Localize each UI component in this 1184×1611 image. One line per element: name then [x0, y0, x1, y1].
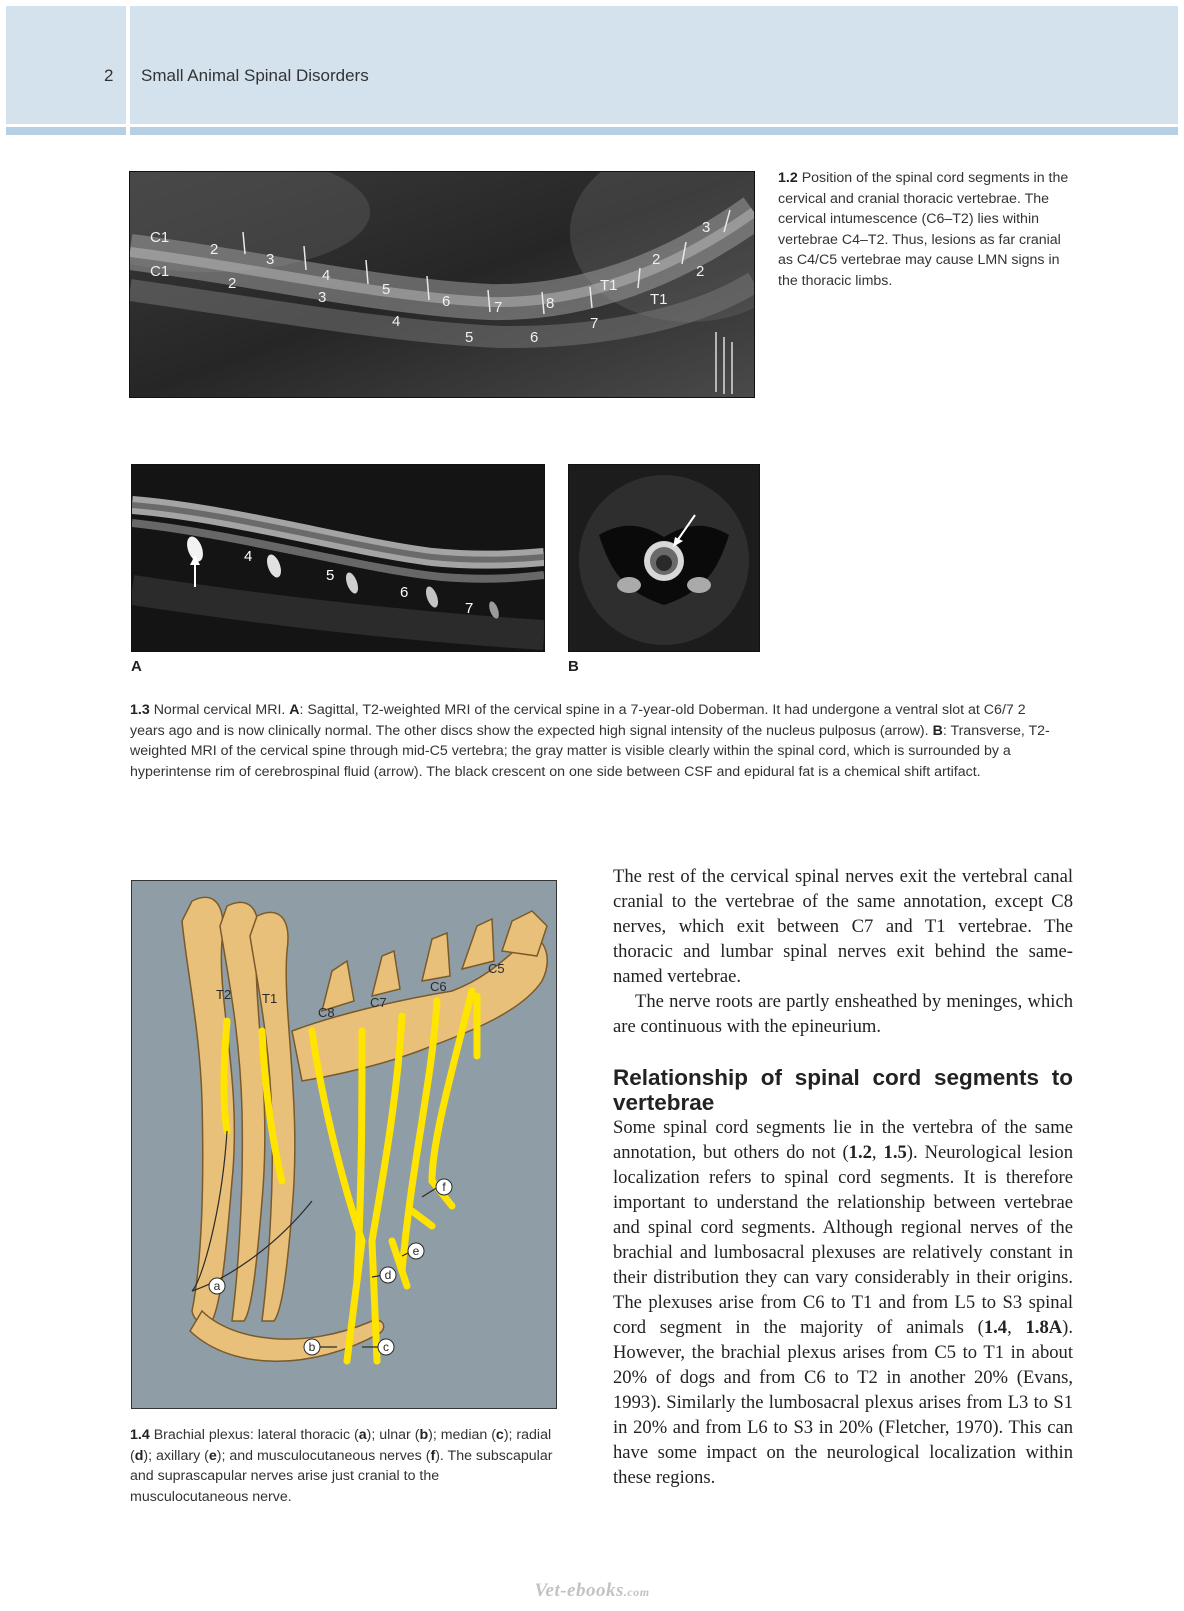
figure-number: 1.4 — [130, 1427, 150, 1443]
caption-part-bold: e — [208, 1447, 217, 1464]
xray-lower-label: 3 — [318, 289, 327, 306]
caption-part-bold: b — [419, 1427, 429, 1443]
caption-part-a-label: A — [289, 702, 300, 718]
mri-vertebra-label: 4 — [244, 548, 253, 565]
caption-part-bold: c — [495, 1427, 504, 1443]
figure-reference: 1.8A — [1025, 1317, 1063, 1338]
page-number: 2 — [104, 66, 114, 85]
caption-part-bold: d — [134, 1447, 144, 1464]
figure-number: 1.2 — [778, 170, 798, 186]
header-rule-gap — [126, 127, 130, 135]
figure-reference: 1.4 — [983, 1317, 1008, 1338]
text-run: , — [871, 1142, 884, 1163]
caption-part: ); radial ( — [130, 1427, 552, 1464]
figure-reference: 1.5 — [883, 1142, 907, 1163]
segment-label: C8 — [318, 1005, 335, 1020]
nerve-letter: e — [412, 1244, 420, 1258]
caption-part-b-text: : Transverse, T2-weighted MRI of the cervical spine through mid-C5 vertebra; the gray matter is visible clearly within the spinal cord, which is surrounded by a hyperintense rim of cerebrospinal fluid (arrow). The black crescent on one side between CSF and epidural fat is a chemical shift artifact. — [130, 722, 1050, 780]
xray-upper-label: C1 — [150, 229, 170, 246]
panel-b-label: B — [568, 658, 579, 675]
xray-upper-label: 3 — [702, 219, 711, 236]
xray-upper-label: T1 — [600, 277, 618, 294]
watermark-suffix: .com — [623, 1585, 650, 1599]
figure-1-2-caption-text: Position of the spinal cord segments in the cervical and cranial thoracic vertebrae. The cervical intumescence (C6–T2) lies within vertebrae C4–T2. Thus, lesions as far cranial as C4/C5 vertebrae may cause LMN signs in the thoracic limbs. — [778, 170, 1069, 289]
xray-lower-label: 6 — [530, 329, 539, 346]
caption-part-bold: f — [430, 1447, 436, 1464]
xray-lower-label: 2 — [696, 263, 705, 280]
figure-1-3-panel-b-mri — [568, 464, 760, 652]
figure-1-4-caption — [130, 1425, 558, 1507]
text-run: ). However, the brachial plexus arises from C5 to T1 in about 20% of dogs and from C6 to T2 in another 20% (Evans, 1993). Similarly the lumbosacral plexus arises from L3 to S1 in 20% and from L6 to S3 in 20% (Fletcher, 1970). This can have some impact on the neurological localization within these regions. — [613, 1317, 1074, 1488]
text-run: ). Neurological lesion localization refers to spinal cord segments. It is therefore important to understand the relationship between vertebrae and spinal cord segments. Although regional nerves of the brachial and lumbosacral plexuses are relatively constant in their distribution they can vary considerably in their origins. The plexuses arise from C6 to T1 and from L5 to S3 spinal cord segment in the majority of animals ( — [613, 1142, 1074, 1338]
segment-label: T2 — [216, 987, 232, 1002]
xray-upper-label: 2 — [210, 241, 219, 258]
nerve-letter: a — [213, 1279, 221, 1293]
caption-part: ); axillary ( — [143, 1447, 209, 1464]
xray-upper-label: 3 — [266, 251, 275, 268]
caption-intro: Normal cervical MRI. — [153, 702, 286, 718]
body-paragraph: The rest of the cervical spinal nerves exit the vertebral canal cranial to the vertebrae of the same annotation, except C8 nerves, which exit between C7 and T1 vertebrae. The thoracic and lumbar spinal nerves exit behind the same-named vertebrae. — [613, 866, 1073, 987]
text-run: , — [1007, 1317, 1026, 1338]
nerve-letter: c — [383, 1340, 389, 1354]
xray-upper-label: 5 — [382, 281, 391, 298]
running-title: Small Animal Spinal Disorders — [141, 66, 369, 85]
panel-a-label: A — [131, 658, 142, 675]
section-heading: Relationship of spinal cord segments to vertebrae — [613, 1065, 1073, 1115]
body-column — [613, 864, 1073, 1490]
xray-lower-label: 5 — [465, 329, 474, 346]
caption-part-bold: a — [358, 1427, 367, 1443]
text-run: Some spinal cord segments lie in the vertebra of the same annotation, but others do not ( — [613, 1117, 1073, 1163]
watermark — [0, 1580, 1184, 1602]
xray-lower-label: T1 — [650, 291, 668, 308]
figure-1-2-radiograph — [129, 171, 755, 398]
figure-1-4-illustration — [131, 880, 557, 1409]
mri-vertebra-label: 5 — [326, 567, 335, 584]
caption-part: ); and musculocutaneous nerves ( — [216, 1447, 431, 1464]
mri-vertebra-label: 7 — [465, 600, 474, 617]
caption-part: Brachial plexus: lateral thoracic ( — [153, 1427, 359, 1443]
nerve-letter: b — [308, 1340, 316, 1354]
body-paragraph: The nerve roots are partly ensheathed by meninges, which are continuous with the epineurium. — [613, 991, 1073, 1037]
caption-part: ); median ( — [428, 1427, 496, 1443]
xray-lower-label: C1 — [150, 263, 170, 280]
figure-1-3-panel-a-mri — [131, 464, 545, 652]
xray-lower-label: 7 — [590, 315, 599, 332]
caption-part: ); ulnar ( — [366, 1427, 420, 1443]
figure-number: 1.3 — [130, 702, 150, 718]
xray-lower-label: 4 — [392, 313, 401, 330]
xray-upper-label: 4 — [322, 267, 331, 284]
xray-lower-label: 2 — [228, 275, 237, 292]
mri-vertebra-label: 6 — [400, 584, 409, 601]
watermark-main: Vet-ebooks — [534, 1580, 624, 1601]
figure-1-2-caption — [778, 168, 1078, 292]
xray-upper-label: 7 — [494, 299, 503, 316]
xray-upper-label: 8 — [546, 295, 555, 312]
segment-label: C7 — [370, 995, 387, 1010]
xray-upper-label: 2 — [652, 251, 661, 268]
header-rule — [6, 127, 1178, 135]
caption-part-b-label: B — [932, 722, 943, 739]
header-divider — [126, 6, 130, 124]
caption-part-a-text: : Sagittal, T2-weighted MRI of the cervical spine in a 7-year-old Doberman. It had undergone a ventral slot at C6/7 2 years ago and is now clinically normal. The other discs show the expected high signal intensity of the nucleus pulposus (arrow). — [130, 702, 1026, 739]
figure-1-3-caption — [130, 700, 1060, 782]
header-band — [6, 6, 1178, 124]
xray-upper-label: 6 — [442, 293, 451, 310]
nerve-letter: d — [384, 1268, 392, 1282]
caption-part: ). The subscapular and suprascapular nerves arise just cranial to the musculocutaneous nerve. — [130, 1447, 553, 1505]
nerve-letter: f — [442, 1180, 446, 1194]
figure-reference: 1.2 — [848, 1142, 872, 1163]
segment-label: C5 — [488, 961, 505, 976]
segment-label: T1 — [262, 991, 278, 1006]
body-paragraph — [613, 1115, 1073, 1490]
segment-label: C6 — [430, 979, 447, 994]
